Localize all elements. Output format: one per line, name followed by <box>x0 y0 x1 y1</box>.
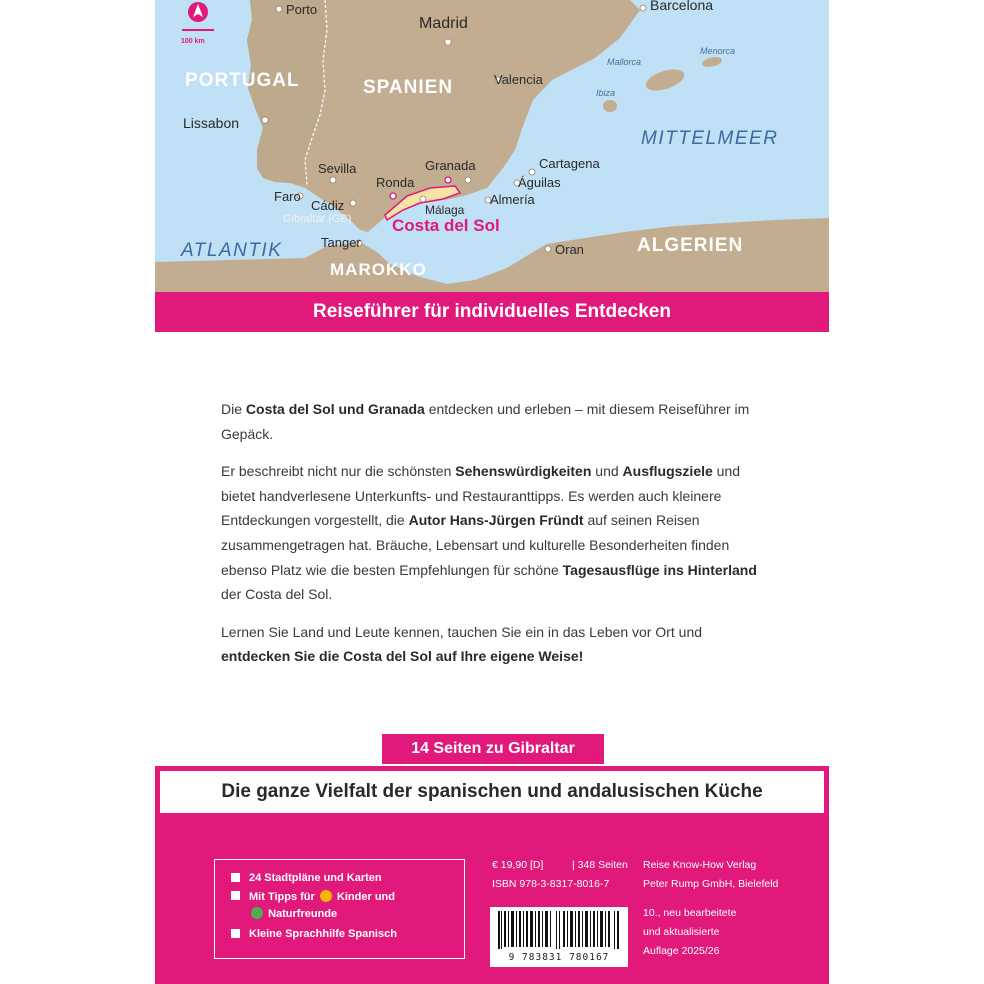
country-morocco: MAROKKO <box>330 260 427 279</box>
isbn: ISBN 978-3-8317-8016-7 <box>492 878 610 890</box>
cuisine-headline: Die ganze Vielfalt der spanischen und andalusischen Küche <box>160 771 824 813</box>
page-count: | 348 Seiten <box>572 859 628 871</box>
sea-atlantic: ATLANTIK <box>181 240 283 261</box>
checkbox-icon <box>231 929 240 938</box>
feature-item: Mit Tipps für Kinder und Naturfreunde <box>231 890 395 921</box>
city-barcelona: Barcelona <box>650 0 714 13</box>
edition-line-2: und aktualisierte <box>643 926 720 938</box>
sea-mediterranean: MITTELMEER <box>641 128 779 149</box>
city-cadiz: Cádiz <box>311 198 345 213</box>
bottom-section <box>155 766 829 984</box>
city-faro: Faro <box>274 189 301 204</box>
city-lissabon: Lissabon <box>183 115 240 131</box>
island-mallorca: Mallorca <box>607 57 642 67</box>
edition-line-1: 10., neu bearbeitete <box>643 907 737 919</box>
features-box <box>214 859 465 959</box>
city-almeria: Almería <box>490 192 535 207</box>
paragraph-2: Er beschreibt nicht nur die schönsten Sehenswürdigkeiten und Ausflugsziele und bietet handverlesene Unterkunfts- und Restauranttipps. Es werden auch kleinere Entdeckungen vorgestellt, die Autor Hans-Jürgen Fründt auf seinen Reisen zusammengetragen hat. Bräuche, Lebensart und kulturelle Besonderheiten finden ebenso Platz wie die besten Empfehlungen für schöne Tagesausflüge ins Hinterland der Costa del Sol. <box>221 463 757 603</box>
tagline-banner: Reiseführer für individuelles Entdecken <box>155 292 829 332</box>
city-madrid: Madrid <box>419 15 468 32</box>
country-spain: SPANIEN <box>363 77 454 98</box>
checkbox-icon <box>231 873 240 882</box>
city-ronda: Ronda <box>376 175 415 190</box>
barcode-bars <box>498 911 620 949</box>
paragraph-1: Die Costa del Sol und Granada entdecken und erleben – mit diesem Reiseführer im Gepäck. <box>221 401 750 442</box>
description-text <box>221 397 761 682</box>
paragraph-3: Lernen Sie Land und Leute kennen, tauchen Sie ein in das Leben vor Ort und entdecken Sie die Costa del Sol auf Ihre eigene Weise! <box>221 623 703 665</box>
gibraltar-tag: 14 Seiten zu Gibraltar <box>382 734 604 764</box>
island-ibiza: Ibiza <box>596 88 616 98</box>
island-menorca: Menorca <box>700 46 736 56</box>
publisher-line-2: Peter Rump GmbH, Bielefeld <box>643 878 779 890</box>
feature-item: 24 Stadtpläne und Karten <box>231 872 382 885</box>
edition-line-3: Auflage 2025/26 <box>643 945 720 957</box>
city-sevilla: Sevilla <box>318 161 357 176</box>
city-granada: Granada <box>425 158 476 173</box>
publisher-line-1: Reise Know-How Verlag <box>643 859 757 871</box>
ibiza-island <box>603 100 617 112</box>
price: € 19,90 [D] <box>492 859 544 871</box>
city-gibraltar: Gibraltar (GB) <box>283 213 352 225</box>
nature-icon <box>251 907 263 919</box>
city-aguilas: Águilas <box>518 175 561 190</box>
city-valencia: Valencia <box>494 72 543 87</box>
checkbox-icon <box>231 891 240 900</box>
scale-label: 100 km <box>181 38 205 45</box>
barcode-number: 9 783831 780167 <box>508 952 610 963</box>
map <box>155 0 829 292</box>
city-tanger: Tanger <box>321 235 361 250</box>
country-algeria: ALGERIEN <box>637 235 744 256</box>
country-portugal: PORTUGAL <box>185 70 300 91</box>
city-cartagena: Cartagena <box>539 156 600 171</box>
city-porto: Porto <box>286 2 318 17</box>
feature-item: Kleine Sprachhilfe Spanisch <box>231 928 397 941</box>
city-oran: Oran <box>555 242 584 257</box>
region-costa-del-sol: Costa del Sol <box>392 216 500 235</box>
city-malaga: Málaga <box>425 203 465 217</box>
child-icon <box>320 890 332 902</box>
barcode <box>490 907 628 967</box>
book-back-cover <box>155 0 829 984</box>
